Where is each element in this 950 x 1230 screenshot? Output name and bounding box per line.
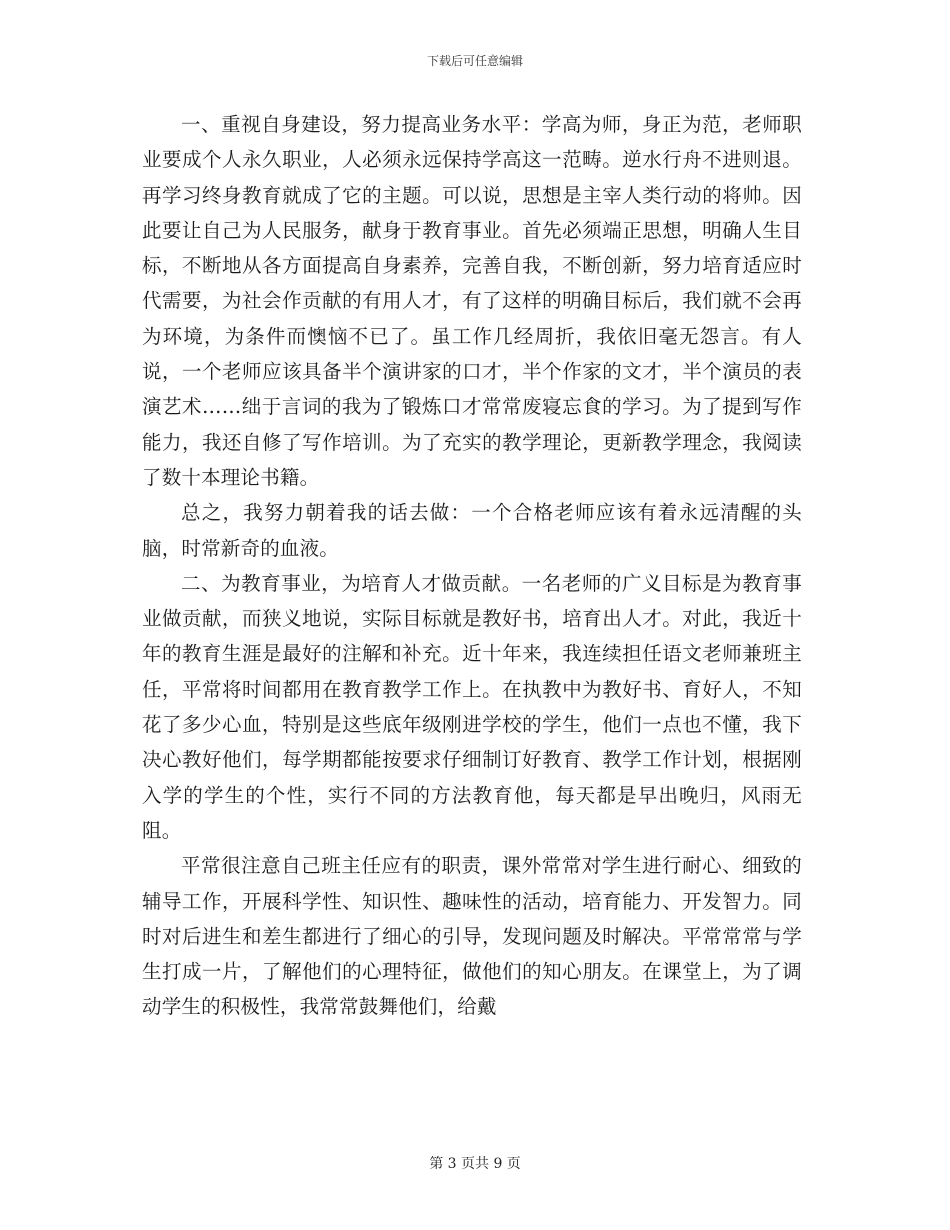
- paragraph-4: 平常很注意自己班主任应有的职责，课外常常对学生进行耐心、细致的辅导工作，开展科学性、知识性、趣味性的活动，培育能力、开发智力。同时对后进生和差生都进行了细心的引导，发现问题及时解决。平常常常与学生打成一片，了解他们的心理特征，做他们的知心朋友。在课堂上，为了调动学生的积极性，我常常鼓舞他们，给戴: [142, 854, 802, 1019]
- paragraph-1: 一、重视自身建设，努力提高业务水平：学高为师，身正为范，老师职业要成个人永久职业，人必须永远保持学高这一范畴。逆水行舟不进则退。再学习终身教育就成了它的主题。可以说，思想是主宰人类行动的将帅。因此要让自己为人民服务，献身于教育事业。首先必须端正思想，明确人生目标，不断地从各方面提高自身素养，完善自我，不断创新，努力培育适应时代需要，为社会作贡献的有用人才，有了这样的明确目标后，我们就不会再为环境，为条件而懊恼不已了。虽工作几经周折，我依旧毫无怨言。有人说，一个老师应该具备半个演讲家的口才，半个作家的文才，半个演员的表演艺术……绌于言词的我为了锻炼口才常常废寝忘食的学习。为了提到写作能力，我还自修了写作培训。为了充实的教学理论，更新教学理念，我阅读了数十本理论书籍。: [142, 113, 802, 489]
- page-footer: 第 3 页共 9 页: [429, 1156, 521, 1172]
- document-body: [142, 107, 802, 1025]
- page-header: 下载后可任意编辑: [426, 54, 523, 68]
- paragraph-2: 总之，我努力朝着我的话去做：一个合格老师应该有着永远清醒的头脑，时常新奇的血液。: [142, 501, 802, 560]
- paragraph-3: 二、为教育事业，为培育人才做贡献。一名老师的广义目标是为教育事业做贡献，而狭义地说，实际目标就是教好书，培育出人才。对此，我近十年的教育生涯是最好的注解和补充。近十年来，我连续担任语文老师兼班主任，平常将时间都用在教育教学工作上。在执教中为教好书、育好人，不知花了多少心血，特别是这些底年级刚进学校的学生，他们一点也不懂，我下决心教好他们，每学期都能按要求仔细制订好教育、教学工作计划，根据刚入学的学生的个性，实行不同的方法教育他，每天都是早出晚归，风雨无阻。: [142, 571, 802, 842]
